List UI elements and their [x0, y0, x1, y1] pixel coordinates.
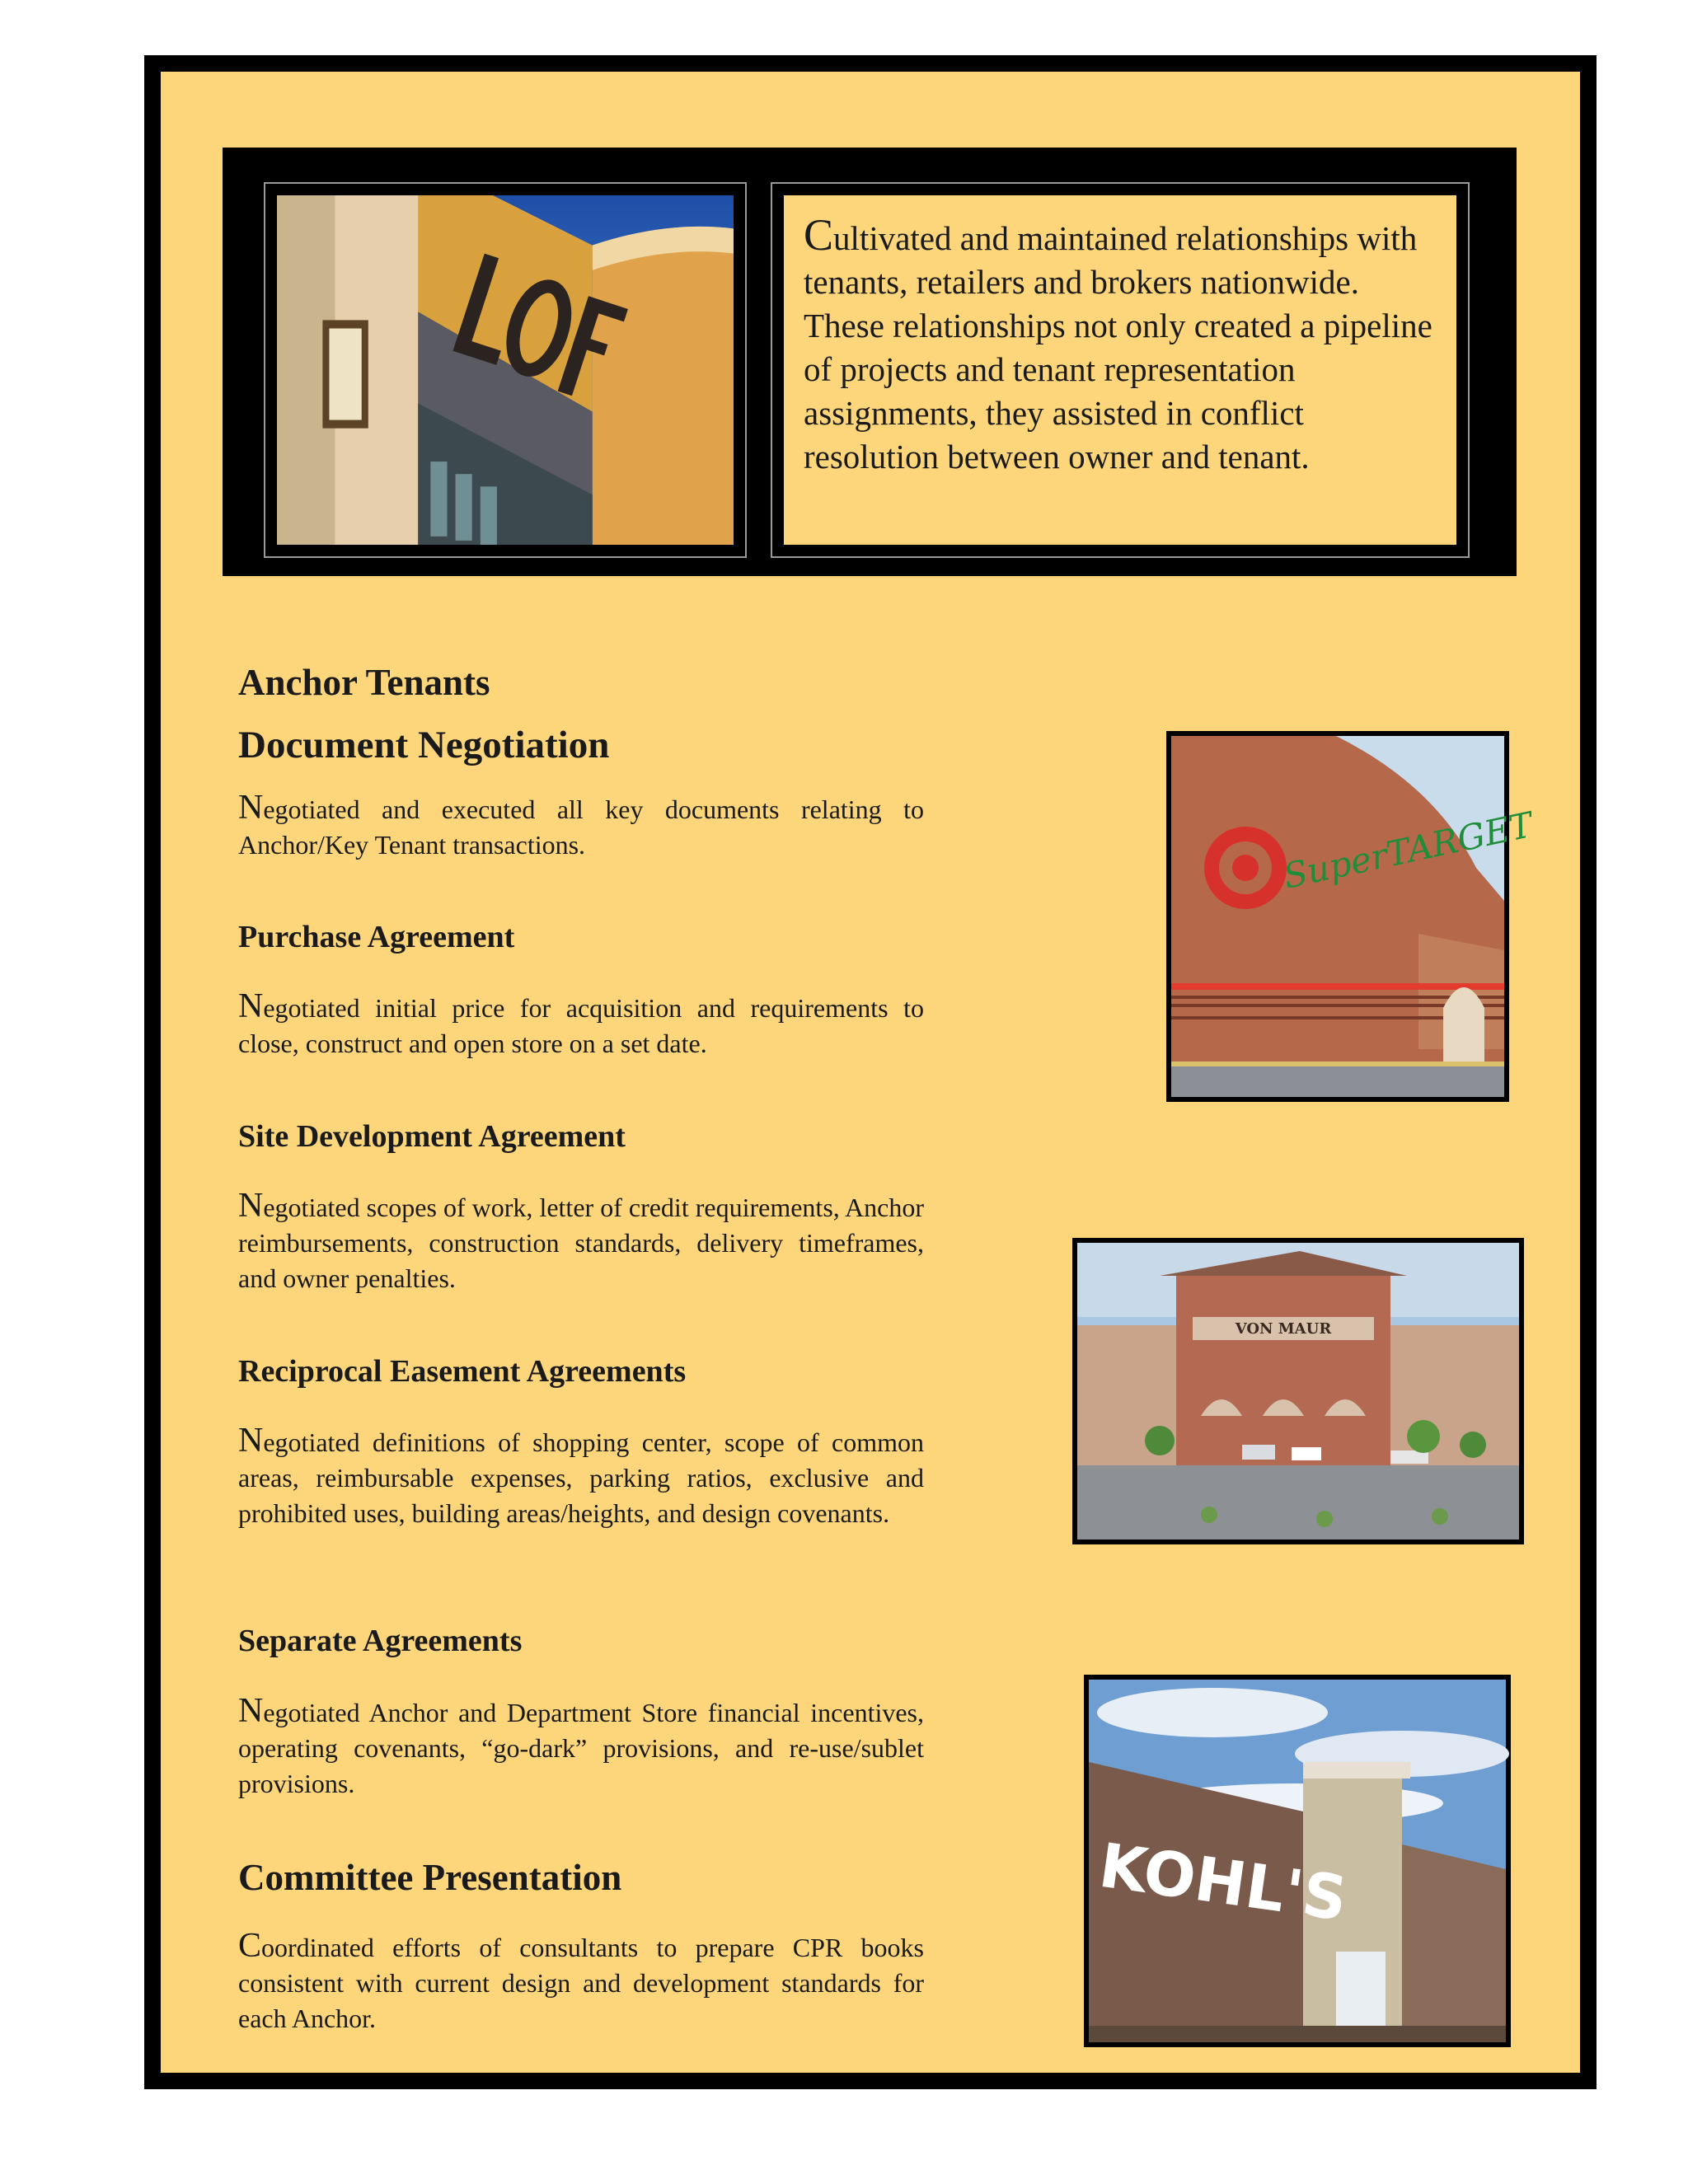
- document-negotiation-text: [238, 790, 924, 863]
- dropcap: N: [238, 1187, 264, 1225]
- header-photo-frame: [264, 182, 747, 558]
- separate-agreements-text: [238, 1694, 924, 1802]
- page-frame: [144, 55, 1597, 2089]
- reciprocal-easement-heading: Reciprocal Easement Agreements: [238, 1354, 687, 1389]
- dropcap: N: [238, 1422, 264, 1460]
- intro-body: ultivated and maintained relationships with tenants, retailers and brokers nationwide. These relationships not only created a pipeline of projects and tenant representation assignments, they assisted in conflict resolution between owner and tenant.: [804, 219, 1432, 476]
- site-development-heading: Site Development Agreement: [238, 1119, 626, 1154]
- paragraph-body: egotiated definitions of shopping center, scope of common areas, reimbursable expenses, parking ratios, exclusive and prohibited uses, building areas/heights, and design covenants.: [238, 1427, 924, 1528]
- kohls-photo-frame: [1084, 1675, 1511, 2047]
- intro-text-frame: [771, 182, 1470, 558]
- kohls-photo: [1089, 1680, 1506, 2042]
- paragraph-body: oordinated efforts of consultants to prepare CPR books consistent with current design and development standards for each Anchor.: [238, 1933, 924, 2033]
- anchor-tenants-heading: Anchor Tenants: [238, 662, 490, 703]
- paragraph-body: egotiated and executed all key documents relating to Anchor/Key Tenant transactions.: [238, 794, 924, 860]
- purchase-agreement-heading: Purchase Agreement: [238, 920, 515, 954]
- document-negotiation-heading: Document Negotiation: [238, 724, 610, 766]
- purchase-agreement-text: [238, 989, 924, 1062]
- site-development-text: [238, 1188, 924, 1296]
- dropcap: C: [238, 1927, 262, 1965]
- loft-store-photo: [277, 195, 734, 545]
- dropcap: N: [238, 789, 264, 827]
- dropcap: N: [238, 1692, 264, 1730]
- paragraph-body: egotiated Anchor and Department Store financial incentives, operating covenants, “go-dark” provisions, and re-use/sublet provisions.: [238, 1698, 924, 1798]
- separate-agreements-heading: Separate Agreements: [238, 1624, 523, 1658]
- committee-presentation-text: [238, 1929, 924, 2036]
- paragraph-body: egotiated initial price for acquisition and requirements to close, construct and open store on a set date.: [238, 993, 924, 1058]
- dropcap: N: [238, 987, 264, 1025]
- committee-presentation-heading: Committee Presentation: [238, 1857, 622, 1898]
- vonmaur-sign: VON MAUR: [1235, 1320, 1332, 1338]
- intro-text: [784, 195, 1456, 545]
- intro-initial: C: [804, 210, 834, 260]
- vonmaur-photo: [1077, 1243, 1519, 1540]
- header-band: [223, 148, 1517, 576]
- supertarget-sign: SuperTARGET: [1279, 804, 1536, 897]
- kohls-sign: KOHL'S: [1095, 1830, 1352, 1935]
- reciprocal-easement-text: [238, 1423, 924, 1531]
- vonmaur-photo-frame: [1072, 1238, 1524, 1544]
- supertarget-photo-frame: [1166, 731, 1536, 1102]
- paragraph-body: egotiated scopes of work, letter of credit requirements, Anchor reimbursements, construction standards, delivery timeframes, and owner penalties.: [238, 1193, 924, 1293]
- supertarget-photo: [1171, 736, 1536, 1097]
- page-content: [161, 72, 1580, 2073]
